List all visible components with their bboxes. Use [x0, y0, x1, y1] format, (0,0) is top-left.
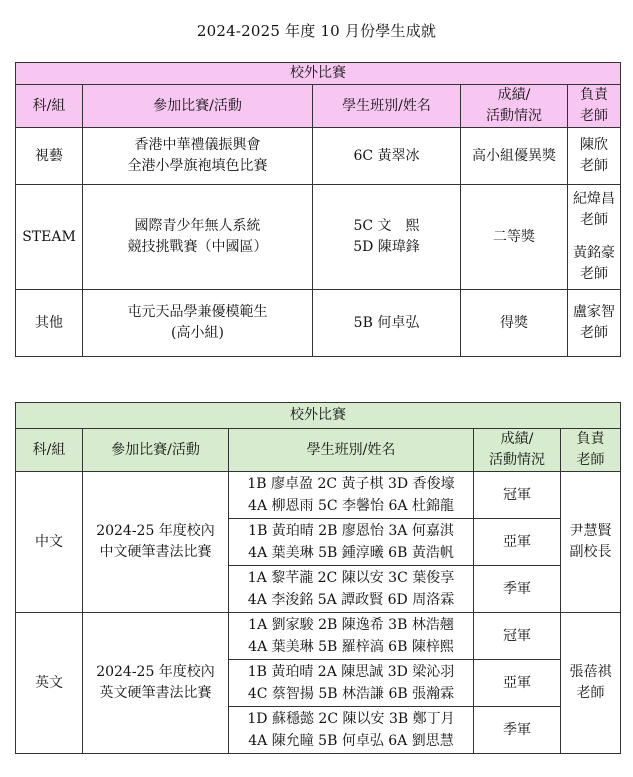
col-header-teacher: 負責 老師 — [561, 429, 621, 472]
result-cell: 季軍 — [474, 707, 561, 754]
table-caption: 校外比賽 — [16, 63, 621, 85]
student-cell: 1A 劉家駿 2B 陳逸希 3B 林浩翹 4A 葉美琳 5B 羅梓滈 6B 陳梓熙 — [229, 613, 474, 660]
subject-cell: 視藝 — [16, 128, 83, 185]
subject-cell: 中文 — [16, 472, 83, 613]
result-cell: 二等獎 — [461, 185, 568, 290]
student-cell: 5C 文 熙 5D 陳瑋鋒 — [313, 185, 461, 290]
teacher-cell: 陳欣 老師 — [568, 128, 621, 185]
event-cell: 國際青少年無人系統 競技挑戰賽（中國區） — [83, 185, 313, 290]
event-cell: 2024-25 年度校內 中文硬筆書法比賽 — [83, 472, 229, 613]
col-header-result: 成績/ 活動情況 — [474, 429, 561, 472]
col-header-subject: 科/組 — [16, 429, 83, 472]
col-header-subject: 科/組 — [16, 85, 83, 128]
student-cell: 1B 黃珀晴 2B 廖恩怡 3A 何嘉淇 4A 葉美琳 5B 鍾淳曦 6B 黃浩帆 — [229, 519, 474, 566]
table-row — [16, 128, 621, 185]
student-cell: 1B 黃珀晴 2A 陳思誠 3D 梁沁羽 4C 蔡智揚 5B 林浩謙 6B 張瀚霖 — [229, 660, 474, 707]
subject-cell: 英文 — [16, 613, 83, 754]
result-cell: 高小組優異獎 — [461, 128, 568, 185]
result-cell: 亞軍 — [474, 519, 561, 566]
student-cell: 5B 何卓弘 — [313, 290, 461, 357]
col-header-event: 參加比賽/活動 — [83, 429, 229, 472]
event-cell: 屯元天品學兼優模範生 (高小組) — [83, 290, 313, 357]
student-cell: 1D 蘇穩懿 2C 陳以安 3B 鄭丁月 4A 陳允瞳 5B 何卓弘 6A 劉思慧 — [229, 707, 474, 754]
table-caption: 校外比賽 — [16, 403, 621, 429]
table-row — [16, 185, 621, 290]
col-header-student: 學生班別/姓名 — [229, 429, 474, 472]
external-competitions-table-2 — [15, 402, 621, 754]
result-cell: 冠軍 — [474, 613, 561, 660]
teacher-cell: 尹慧賢 副校長 — [561, 472, 621, 613]
col-header-teacher: 負責 老師 — [568, 85, 621, 128]
result-cell: 得獎 — [461, 290, 568, 357]
result-cell: 季軍 — [474, 566, 561, 613]
col-header-student: 學生班別/姓名 — [313, 85, 461, 128]
teacher-cell: 盧家智 老師 — [568, 290, 621, 357]
teacher-cell: 紀煒昌 老師 黃銘豪 老師 — [568, 185, 621, 290]
result-cell: 冠軍 — [474, 472, 561, 519]
col-header-result: 成績/ 活動情況 — [461, 85, 568, 128]
event-cell: 香港中華禮儀振興會 全港小學旗袍填色比賽 — [83, 128, 313, 185]
subject-cell: STEAM — [16, 185, 83, 290]
student-cell: 1A 黎芊瀧 2C 陳以安 3C 葉俊享 4A 李浚銘 5A 譚政賢 6D 周洛霖 — [229, 566, 474, 613]
col-header-event: 參加比賽/活動 — [83, 85, 313, 128]
external-competitions-table-1 — [15, 62, 621, 357]
page-title: 2024-2025 年度 10 月份學生成就 — [196, 22, 437, 40]
teacher-cell: 張蓓祺 老師 — [561, 613, 621, 754]
event-cell: 2024-25 年度校內 英文硬筆書法比賽 — [83, 613, 229, 754]
table-row — [16, 613, 621, 660]
result-cell: 亞軍 — [474, 660, 561, 707]
subject-cell: 其他 — [16, 290, 83, 357]
student-cell: 6C 黃翠冰 — [313, 128, 461, 185]
student-cell: 1B 廖卓盈 2C 黃子棋 3D 香俊壕 4A 柳恩雨 5C 李馨怡 6A 杜錦龍 — [229, 472, 474, 519]
table-row — [16, 472, 621, 519]
table-row — [16, 290, 621, 357]
